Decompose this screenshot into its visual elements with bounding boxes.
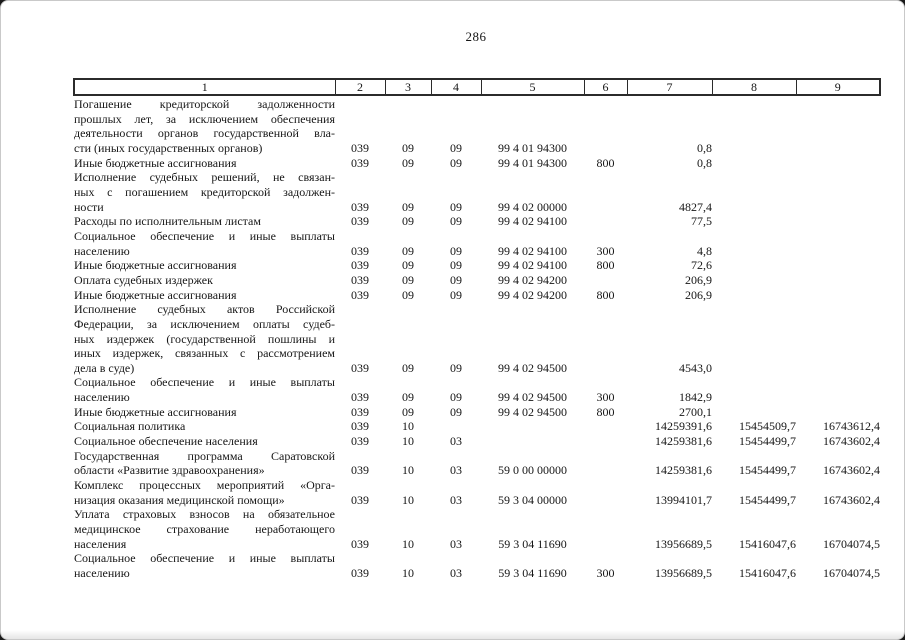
- cell-c2: 039: [351, 199, 369, 214]
- cell-c8: [712, 156, 796, 171]
- cell-c7: 0,8: [697, 155, 712, 170]
- cell-c4: 09: [450, 214, 462, 229]
- cell-c4: 03: [450, 566, 462, 580]
- cell-c5: 99 4 02 94500: [498, 390, 567, 405]
- header-cell-6: 6: [584, 79, 627, 95]
- row-name: Исполнение судебных актов Российской Федерации, за исключением оплаты судеб- ных издержек (государственной пошлины и иных издержек, связанных с рассмотрением дела в суде): [74, 302, 335, 375]
- header-cell-1: 1: [74, 79, 335, 95]
- header-cell-2: 2: [335, 79, 385, 95]
- cell-c5: 99 4 02 94100: [498, 243, 567, 258]
- cell-c6: [584, 449, 627, 478]
- row-name: Социальное обеспечение и иные выплаты населению: [74, 551, 335, 580]
- cell-c5: 99 4 02 94500: [498, 360, 567, 375]
- row-name: Социальная политика: [74, 419, 186, 434]
- cell-c2: 039: [351, 404, 369, 419]
- cell-c9: [796, 273, 880, 288]
- cell-c2: 039: [351, 360, 369, 375]
- cell-c3: 09: [402, 360, 414, 375]
- table-row: [74, 507, 880, 551]
- table-row: [74, 214, 880, 229]
- cell-c7: 0,8: [697, 140, 712, 155]
- row-name: Иные бюджетные ассигнования: [74, 404, 237, 419]
- cell-c2: 039: [351, 155, 369, 170]
- row-name: Иные бюджетные ассигнования: [74, 258, 237, 273]
- row-name: Исполнение судебных решений, не связан- ных с погашением кредиторской задолжен- ности: [74, 170, 335, 214]
- cell-c7: 4,8: [697, 243, 712, 258]
- cell-c9: 16743602,4: [823, 434, 880, 449]
- cell-c7: 206,9: [685, 287, 712, 302]
- cell-c5: 59 3 04 11690: [498, 536, 567, 551]
- table-row: [74, 273, 880, 288]
- row-name: Оплата судебных издержек: [74, 272, 213, 287]
- cell-c2: 039: [351, 492, 369, 507]
- cell-c8: [712, 288, 796, 303]
- cell-c6: [584, 170, 627, 214]
- table-row: [74, 302, 880, 375]
- cell-c2: 039: [351, 287, 369, 302]
- cell-c3: 09: [402, 214, 414, 229]
- cell-c9: 16743612,4: [823, 419, 880, 434]
- table-row: [74, 258, 880, 273]
- cell-c6: 300: [596, 566, 615, 580]
- cell-c5: 99 4 02 94500: [498, 404, 567, 419]
- cell-c6: 800: [596, 404, 615, 419]
- cell-c5: [481, 419, 584, 434]
- cell-c3: 09: [402, 287, 414, 302]
- cell-c4: 09: [450, 390, 462, 405]
- cell-c9: [796, 156, 880, 171]
- cell-c4: 03: [450, 492, 462, 507]
- table-row: [74, 170, 880, 214]
- cell-c6: [584, 273, 627, 288]
- cell-c3: 10: [402, 536, 414, 551]
- cell-c6: [584, 434, 627, 449]
- cell-c2: 039: [351, 566, 369, 580]
- cell-c8: [712, 405, 796, 420]
- cell-c2: 039: [351, 258, 369, 273]
- cell-c3: 10: [402, 463, 414, 478]
- cell-c9: [796, 375, 880, 404]
- row-name: Государственная программа Саратовской области «Развитие здравоохранения»: [74, 448, 335, 478]
- cell-c4: 09: [450, 287, 462, 302]
- cell-c6: [584, 419, 627, 434]
- cell-c2: 039: [351, 243, 369, 258]
- row-name: Иные бюджетные ассигнования: [74, 155, 237, 170]
- cell-c3: 09: [402, 140, 414, 155]
- cell-c4: [431, 419, 481, 434]
- cell-c7: 13956689,5: [655, 536, 712, 551]
- cell-c2: 039: [351, 434, 369, 449]
- cell-c8: [712, 302, 796, 375]
- cell-c7: 14259381,6: [655, 434, 712, 449]
- cell-c7: 14259381,6: [655, 463, 712, 478]
- cell-c7: 77,5: [691, 214, 712, 229]
- table-row: [74, 229, 880, 258]
- cell-c6: [584, 214, 627, 229]
- cell-c3: 09: [402, 404, 414, 419]
- cell-c3: 10: [402, 434, 414, 449]
- cell-c9: [796, 170, 880, 214]
- header-cell-4: 4: [431, 79, 481, 95]
- row-name: Иные бюджетные ассигнования: [74, 287, 237, 302]
- cell-c6: [584, 478, 627, 507]
- cell-c3: 09: [402, 390, 414, 405]
- cell-c6: [584, 507, 627, 551]
- cell-c9: [796, 288, 880, 303]
- table-header-row: [74, 79, 880, 95]
- header-cell-7: 7: [627, 79, 712, 95]
- cell-c7: 4827,4: [679, 199, 712, 214]
- row-name: Социальное обеспечение и иные выплаты населению: [74, 375, 335, 405]
- cell-c2: 039: [351, 214, 369, 229]
- header-cell-9: 9: [796, 79, 880, 95]
- page-number: 286: [465, 29, 487, 44]
- cell-c4: 09: [450, 360, 462, 375]
- cell-c8: 15416047,6: [739, 566, 796, 580]
- table-body: [74, 95, 880, 581]
- row-name: Уплата страховых взносов на обязательное медицинское страхование неработающего населения: [74, 507, 335, 551]
- cell-c7: 4543,0: [679, 360, 712, 375]
- table-row: [74, 405, 880, 420]
- cell-c5: 99 4 02 94200: [498, 287, 567, 302]
- cell-c8: [712, 375, 796, 404]
- cell-c4: 09: [450, 199, 462, 214]
- cell-c9: [796, 214, 880, 229]
- row-name: Социальное обеспечение и иные выплаты населению: [74, 228, 335, 258]
- cell-c7: 13994101,7: [655, 492, 712, 507]
- cell-c7: 13956689,5: [655, 566, 712, 580]
- cell-c6: 800: [596, 155, 615, 170]
- cell-c5: 59 0 00 00000: [498, 463, 567, 478]
- header-cell-3: 3: [385, 79, 431, 95]
- cell-c2: 039: [351, 419, 369, 434]
- cell-c2: 039: [351, 272, 369, 287]
- cell-c4: 09: [450, 404, 462, 419]
- cell-c5: 99 4 02 94100: [498, 214, 567, 229]
- row-name: Социальное обеспечение населения: [74, 434, 258, 449]
- cell-c8: [712, 229, 796, 258]
- cell-c5: 99 4 02 94200: [498, 272, 567, 287]
- cell-c7: 72,6: [691, 258, 712, 273]
- cell-c6: [584, 302, 627, 375]
- cell-c5: 99 4 02 00000: [498, 199, 567, 214]
- cell-c8: 15454509,7: [739, 419, 796, 434]
- table-row: [74, 551, 880, 580]
- cell-c5: 99 4 02 94100: [498, 258, 567, 273]
- cell-c7: 1842,9: [679, 390, 712, 405]
- cell-c4: 03: [450, 434, 462, 449]
- header-cell-8: 8: [712, 79, 796, 95]
- cell-c3: 09: [402, 155, 414, 170]
- cell-c2: 039: [351, 463, 369, 478]
- cell-c3: 09: [402, 272, 414, 287]
- cell-c5: [481, 434, 584, 449]
- cell-c9: [796, 405, 880, 420]
- cell-c7: 206,9: [685, 272, 712, 287]
- cell-c5: 99 4 01 94300: [498, 155, 567, 170]
- cell-c9: [796, 95, 880, 156]
- cell-c4: 09: [450, 140, 462, 155]
- table-row: [74, 478, 880, 507]
- cell-c3: 10: [402, 492, 414, 507]
- cell-c9: 16704074,5: [823, 566, 880, 580]
- cell-c2: 039: [351, 140, 369, 155]
- cell-c4: 03: [450, 536, 462, 551]
- cell-c4: 09: [450, 243, 462, 258]
- cell-c3: 10: [402, 419, 414, 434]
- table-row: [74, 375, 880, 404]
- cell-c9: 16704074,5: [823, 536, 880, 551]
- cell-c6: 300: [596, 390, 615, 405]
- row-name: Комплекс процессных мероприятий «Орга- низация оказания медицинской помощи»: [74, 478, 335, 507]
- cell-c8: [712, 95, 796, 156]
- cell-c9: 16743602,4: [823, 463, 880, 478]
- cell-c2: 039: [351, 390, 369, 405]
- table-row: [74, 156, 880, 171]
- cell-c3: 10: [402, 566, 414, 580]
- cell-c8: [712, 258, 796, 273]
- cell-c4: 09: [450, 258, 462, 273]
- table-row: [74, 419, 880, 434]
- budget-table: [73, 78, 881, 581]
- cell-c4: 03: [450, 463, 462, 478]
- cell-c9: 16743602,4: [823, 492, 880, 507]
- cell-c8: 15416047,6: [739, 536, 796, 551]
- cell-c5: 59 3 04 11690: [498, 566, 567, 580]
- cell-c3: 09: [402, 258, 414, 273]
- cell-c8: [712, 214, 796, 229]
- row-name: Погашение кредиторской задолженности прошлых лет, за исключением обеспечения деятельности органов государственной вла- сти (иных государственных органов): [74, 97, 335, 155]
- row-name: Расходы по исполнительным листам: [74, 214, 261, 229]
- cell-c6: 300: [596, 243, 615, 258]
- cell-c8: 15454499,7: [739, 463, 796, 478]
- table-row: [74, 449, 880, 478]
- cell-c2: 039: [351, 536, 369, 551]
- cell-c6: 800: [596, 258, 615, 273]
- table-row: [74, 95, 880, 156]
- cell-c5: 99 4 01 94300: [498, 140, 567, 155]
- cell-c7: 14259391,6: [655, 419, 712, 434]
- cell-c9: [796, 302, 880, 375]
- table-row: [74, 288, 880, 303]
- cell-c8: [712, 170, 796, 214]
- cell-c4: 09: [450, 155, 462, 170]
- cell-c9: [796, 229, 880, 258]
- cell-c4: 09: [450, 272, 462, 287]
- cell-c6: [584, 95, 627, 156]
- table-header: [74, 79, 880, 95]
- cell-c7: 2700,1: [679, 404, 712, 419]
- cell-c9: [796, 258, 880, 273]
- cell-c8: [712, 273, 796, 288]
- cell-c6: 800: [596, 287, 615, 302]
- cell-c8: 15454499,7: [739, 434, 796, 449]
- cell-c3: 09: [402, 199, 414, 214]
- table-row: [74, 434, 880, 449]
- cell-c8: 15454499,7: [739, 492, 796, 507]
- cell-c3: 09: [402, 243, 414, 258]
- header-cell-5: 5: [481, 79, 584, 95]
- cell-c5: 59 3 04 00000: [498, 492, 567, 507]
